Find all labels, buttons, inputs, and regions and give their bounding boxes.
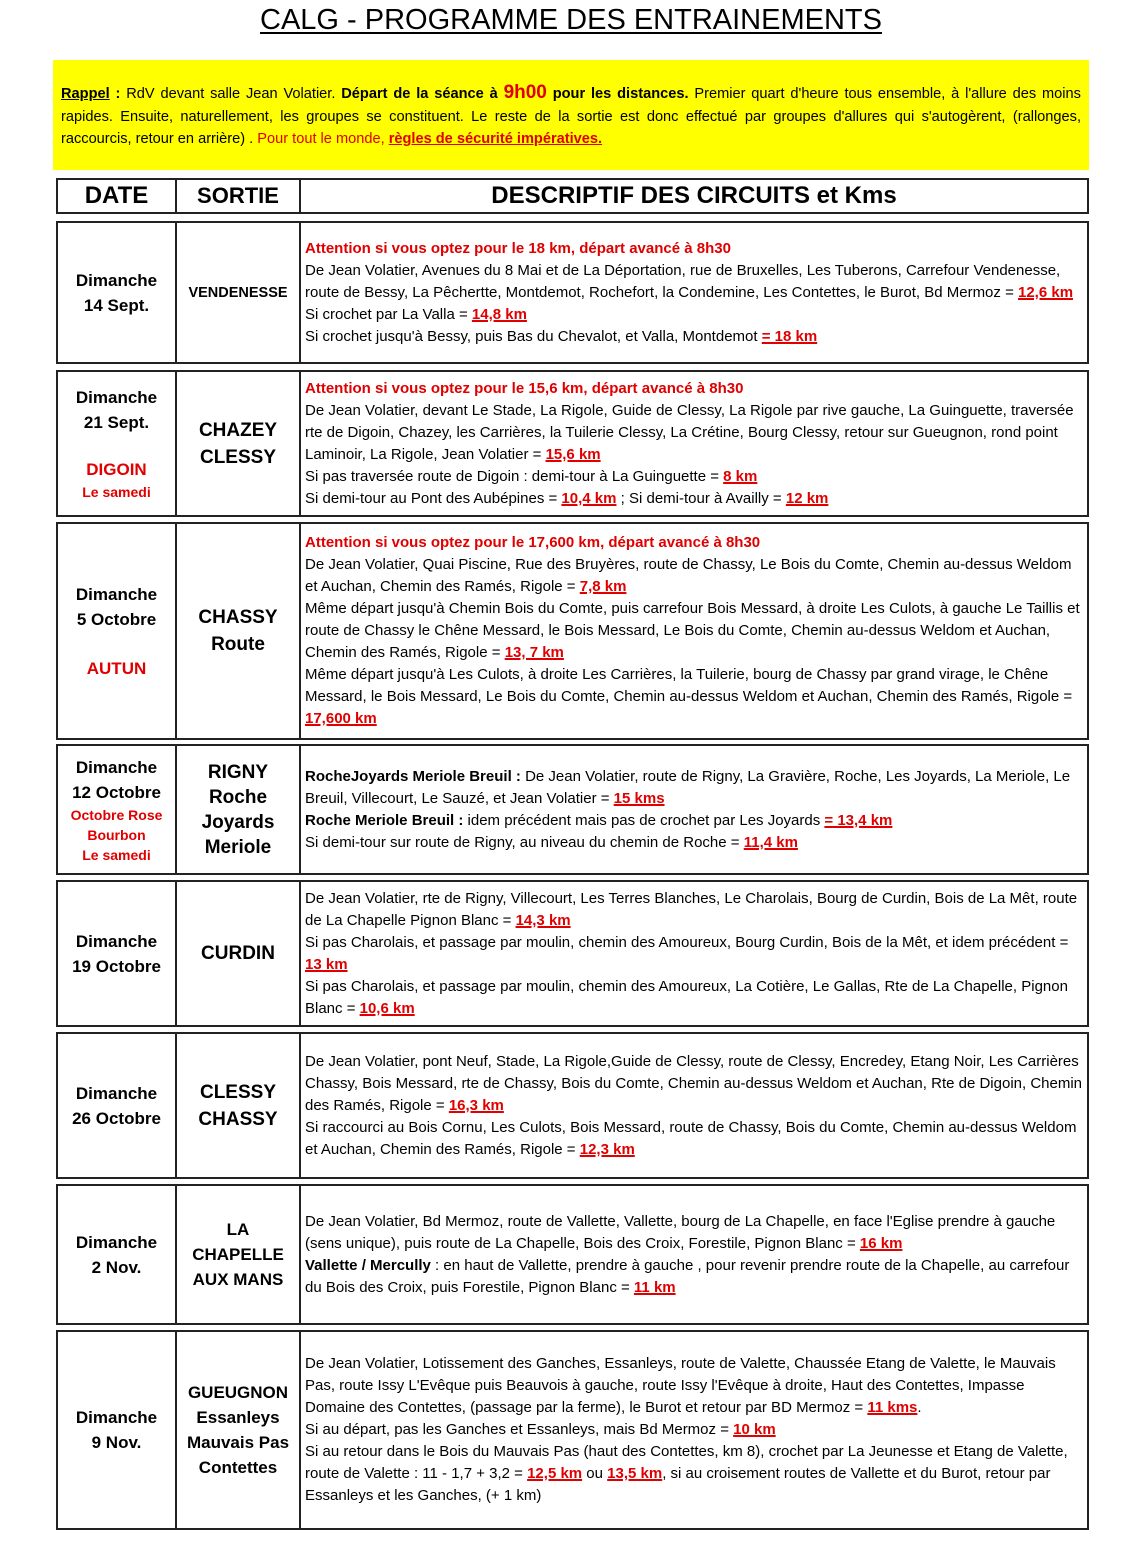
distance: = 13,4 km [824,811,893,829]
date-note: AUTUN [86,658,147,678]
circuit-line [305,326,1083,348]
attention-note: Attention si vous optez pour le 15,6 km, départ avancé à 8h30 [305,379,744,397]
date-day: Dimanche [75,1408,158,1427]
rappel-text-2: Premier quart d'heure tous ensemble, à l'allure des moins rapides. Ensuite, naturellement, les groupes se constituent. Le reste de la sortie est donc effectué par groupes d'allures qui s'autogèrent, (rallonges, raccourcis, retour en arrière) . [61,86,1081,147]
sortie-name: CHAPELLE [192,1245,284,1264]
circuit-text: Si crochet par La Valla = [305,305,472,323]
date-note: Octobre Rose [70,806,163,823]
circuit-text: ou [582,1465,608,1482]
descriptif-cell [301,524,1087,738]
rappel-bold-2: pour les distances. [546,86,689,102]
date-value: 2 Nov. [91,1257,142,1277]
circuit-text: Si pas Charolais, et passage par moulin, chemin des Amoureux, La Cotière, Le Gallas, Rte de La Chapelle, Pignon Blanc = [305,977,1068,1017]
distance: 13 km [305,955,348,973]
date-value: 21 Sept. [83,413,150,432]
distance: 8 km [723,467,758,485]
descriptif-cell [301,223,1087,362]
distance: 11,4 km [743,833,798,851]
circuit-name: Roche Meriole Breuil : [305,811,464,829]
distance: 12 km [785,489,829,507]
date-cell [58,1332,177,1528]
date-cell [58,746,177,873]
distance: = 18 km [761,327,818,345]
sortie-name: VENDENESSE [188,284,288,301]
sortie-name: Mauvais Pas [186,1433,290,1452]
circuit-text: Si pas traversée route de Digoin : demi-tour à La Guinguette = [305,467,724,485]
sortie-name: CLESSY [199,446,277,468]
sortie-name: GUEUGNON [187,1383,289,1402]
circuit-line [305,976,1083,1020]
descriptif-cell [301,372,1087,515]
circuit-line [305,488,1083,510]
header-sortie: SORTIE [177,180,301,212]
distance: 12,5 km [527,1465,583,1482]
circuit-line [305,664,1083,730]
circuit-line [305,766,1083,810]
date-cell [58,524,177,738]
date-cell [58,372,177,515]
circuit-text: idem précédent mais pas de crochet par Les Joyards [463,811,825,829]
sortie-cell [177,1186,301,1323]
date-note: Le samedi [82,484,151,500]
descriptif-cell [301,746,1087,873]
sortie-name: Joyards [201,811,275,833]
circuit-text: De Jean Volatier, route de Rigny, La Gravière, Roche, Les Joyards, La Meriole, Le Breuil, Villecourt, Le Sauzé, et Jean Volatier = [305,767,1071,807]
distance: 13, 7 km [504,644,564,661]
date-day: Dimanche [75,931,158,951]
sortie-name: Route [211,634,265,655]
circuit-text: De Jean Volatier, rte de Rigny, Villecourt, Les Terres Blanches, Le Charolais, Bourg de Curdin, Bois de La Mêt, route de La Chapelle Pignon Blanc = [305,889,1078,929]
circuit-line [305,1117,1083,1161]
circuit-line [305,466,1083,488]
table-row [56,744,1089,875]
circuit-text: Si au retour dans le Bois du Mauvais Pas (haut des Contettes, km 8), crochet par La Jeunesse et Etang de Valette, route de Valette : 11 - 1,7 + 3,2 = [305,1443,1068,1482]
rappel-sep: : [109,86,127,102]
sortie-cell [177,882,301,1025]
date-value: 9 Nov. [91,1433,142,1452]
circuit-text: Si demi-tour sur route de Rigny, au niveau du chemin de Roche = [305,833,744,851]
sortie-cell [177,223,301,362]
rappel-box [53,60,1089,170]
date-day: Dimanche [75,1083,158,1103]
header-descriptif: DESCRIPTIF DES CIRCUITS et Kms [491,182,897,209]
circuit-line [305,554,1083,598]
date-day: Dimanche [75,584,158,604]
date-value: 26 Octobre [72,1108,161,1128]
circuit-text: De Jean Volatier, Quai Piscine, Rue des Bruyères, route de Chassy, Le Bois du Comte, Chemin au-dessus Weldom et Auchan, Chemin des Ramés, Rigole = [305,556,1072,595]
page-title [0,2,1142,38]
circuit-text: De Jean Volatier, pont Neuf, Stade, La Rigole,Guide de Clessy, route de Clessy, Encredey, Etang Noir, Les Carrières Chassy, Bois Messard, rte de Chassy, Bois du Comte, Chemin au-dessus Weldom et Auchan, Rte de Digoin, Chemin des Ramés, Rigole = [305,1052,1083,1114]
date-cell [58,882,177,1025]
rappel-time: 9h00 [503,82,547,103]
date-note: Le samedi [82,846,151,863]
sortie-name: Meriole [204,836,272,858]
table-row [56,1184,1089,1325]
rappel-bold-1: Départ de la séance à [341,86,504,102]
title-text: CALG - PROGRAMME DES ENTRAINEMENTS [260,4,882,36]
circuit-line [305,304,1083,326]
table-row [56,370,1089,517]
header-date: DATE [58,180,177,212]
circuit-line [305,1255,1083,1299]
table-row [56,880,1089,1027]
circuit-name: RocheJoyards Meriole Breuil : [305,767,521,785]
date-cell [58,1034,177,1177]
circuit-line [305,260,1083,304]
circuit-text: . [917,1399,922,1416]
circuit-text: De Jean Volatier, Bd Mermoz, route de Vallette, Vallette, bourg de La Chapelle, en face l'Eglise prendre à gauche (sens unique), puis route de La Chapelle, Bois des Croix, Forestile, Pignon Blanc = [305,1212,1056,1252]
circuit-text: Si raccourci au Bois Cornu, Les Culots, Bois Messard, route de Chassy, Bois du Comte, Chemin au-dessus Weldom et Auchan, Chemin des Ramés, Rigole = [305,1118,1077,1158]
attention-note: Attention si vous optez pour le 18 km, départ avancé à 8h30 [305,239,731,257]
sortie-name: AUX MANS [192,1270,284,1289]
sortie-name: Essanleys [196,1408,280,1427]
circuit-line [305,1211,1083,1255]
date-cell [58,1186,177,1323]
sortie-name: Roche [208,786,268,808]
date-cell [58,223,177,362]
sortie-cell [177,1332,301,1528]
table-row [56,1330,1089,1530]
circuit-text: Même départ jusqu'à Chemin Bois du Comte, puis carrefour Bois Messard, à droite Les Culots, à gauche Le Taillis et route de Chassy le Chêne Messard, le Bois Messard, Le Bois du Comte, Chemin au-dessus Weldom et Auchan, Chemin des Ramés, Rigole = [305,600,1080,661]
circuit-line [305,598,1083,664]
rappel-text-1: RdV devant salle Jean Volatier. [126,86,342,102]
circuit-text: De Jean Volatier, devant Le Stade, La Rigole, Guide de Clessy, La Rigole par rive gauche, La Guinguette, traversée rte de Digoin, Chazey, les Carrières, la Tuilerie Clessy, La Crétine, Bourg Clessy, retour sur Gueugnon, rond point Laminoir, La Rigole, Jean Volatier = [305,401,1074,463]
distance: 7,8 km [579,578,627,595]
circuit-line [305,1441,1083,1507]
circuit-line [305,400,1083,466]
distance: 17,600 km [305,710,377,727]
distance: 15,6 km [545,445,601,463]
date-value: 14 Sept. [83,295,150,315]
distance: 14,8 km [471,305,527,323]
table-header [56,178,1089,214]
circuit-text: ; Si demi-tour à Availly = [616,489,786,507]
circuit-line [305,888,1083,932]
attention-note: Attention si vous optez pour le 17,600 km, départ avancé à 8h30 [305,534,761,551]
circuit-text: Si au départ, pas les Ganches et Essanleys, mais Bd Mermoz = [305,1421,734,1438]
sortie-cell [177,1034,301,1177]
circuit-line [305,932,1083,976]
descriptif-cell [301,882,1087,1025]
sortie-cell [177,372,301,515]
sortie-name: Contettes [198,1458,278,1477]
circuit-line [305,810,1083,832]
circuit-line [305,1419,1083,1441]
sortie-cell [177,746,301,873]
circuit-name: Vallette / Mercully [305,1256,431,1274]
distance: 11 km [633,1278,676,1296]
distance: 11 kms [867,1399,918,1416]
circuit-text: De Jean Volatier, Lotissement des Ganches, Essanleys, route de Valette, Chaussée Etang de Valette, le Mauvais Pas, route Issy L'Evêque puis Beauvois à gauche, route Issy l'Evêque à droite, Haut des Contettes, Impasse Domaine des Contettes, (passage par la ferme), le Burot et retour par BD Mermoz = [305,1355,1056,1416]
circuit-text: Si crochet jusqu'à Bessy, puis Bas du Chevalot, et Valla, Montdemot [305,327,762,345]
sortie-name: CHASSY [198,607,278,628]
distance: 12,6 km [1018,283,1074,301]
distance: 10,4 km [561,489,617,507]
distance: 12,3 km [579,1140,635,1158]
sortie-name: CHAZEY [198,419,278,441]
distance: 16,3 km [448,1096,504,1114]
table-row [56,1032,1089,1179]
date-day: Dimanche [75,270,158,290]
circuit-line [305,832,1083,854]
table-row [56,221,1089,364]
rappel-red: Pour tout le monde, [257,131,389,147]
circuit-text: Si demi-tour au Pont des Aubépines = [305,489,562,507]
rappel-label: Rappel [61,86,110,102]
distance: 13,5 km [607,1465,663,1482]
sortie-name: CLESSY [199,1081,277,1103]
distance: 15 kms [613,789,665,807]
date-day: Dimanche [75,388,158,407]
distance: 10 km [733,1421,776,1438]
sortie-name: RIGNY [207,761,269,783]
sortie-name: CHASSY [198,1108,278,1130]
descriptif-cell [301,1186,1087,1323]
distance: 16 km [859,1234,903,1252]
date-note: Bourbon [87,826,146,843]
circuit-text: Même départ jusqu'à Les Culots, à droite Les Carrières, la Tuilerie, bourg de Chassy par grand virage, le Chêne Messard, le Bois Messard, Le Bois du Comte, Chemin au-dessus Weldom et Auchan, Chemin des Ramés, Rigole = [305,666,1073,705]
circuit-line [305,1051,1083,1117]
distance: 10,6 km [359,999,415,1017]
rappel-safety: règles de sécurité impératives. [388,131,603,147]
date-note: DIGOIN [86,460,147,479]
date-value: 19 Octobre [72,956,161,976]
distance: 14,3 km [515,911,571,929]
descriptif-cell [301,1034,1087,1177]
table-row [56,522,1089,740]
descriptif-cell [301,1332,1087,1528]
sortie-cell [177,524,301,738]
sortie-name: LA [226,1220,250,1239]
circuit-text: Si pas Charolais, et passage par moulin, chemin des Amoureux, Bourg Curdin, Bois de la Mêt, et idem précédent = [305,933,1069,951]
circuit-text: : en haut de Vallette, prendre à gauche , pour revenir prendre route de la Chapelle, au carrefour du Bois des Croix, puis Forestile, Pignon Blanc = [305,1256,1070,1296]
circuit-text: De Jean Volatier, Avenues du 8 Mai et de La Déportation, rue de Bruxelles, Les Tuberons, Carrefour Vendenesse, route de Bessy, La Pêchertte, Montdemot, Rochefort, la Condemine, Les Contettes, le Burot, Bd Mermoz = [305,261,1061,301]
circuit-line [305,1353,1083,1419]
circuit-text: , si au croisement routes de Vallette et du Burot, retour par Essanleys et les Ganches, (+ 1 km) [305,1465,1051,1504]
date-day: Dimanche [75,757,158,777]
date-value: 5 Octobre [76,609,157,629]
sortie-name: CURDIN [201,943,275,964]
date-day: Dimanche [75,1232,158,1252]
date-value: 12 Octobre [72,782,161,802]
